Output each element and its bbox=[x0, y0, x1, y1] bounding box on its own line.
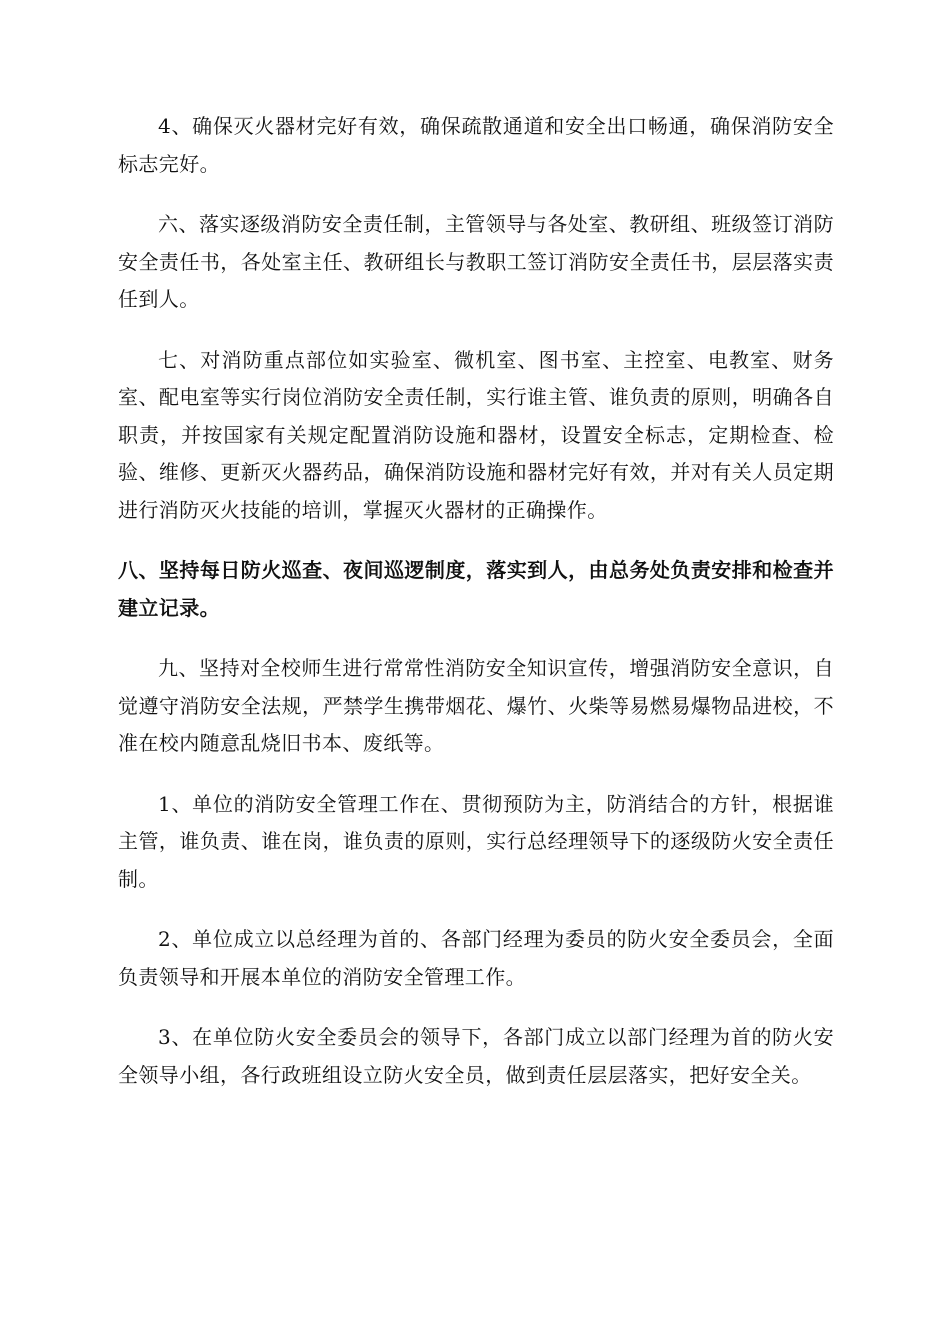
paragraph-section-7: 七、对消防重点部位如实验室、微机室、图书室、主控室、电教室、财务室、配电室等实行岗位消防安全责任制，实行谁主管、谁负责的原则，明确各自职责，并按国家有关规定配置消防设施和器材，设置安全标志，定期检查、检验、维修、更新灭火器药品，确保消防设施和器材完好有效，并对有关人员定期进行消防灭火技能的培训，掌握灭火器材的正确操作。 bbox=[118, 347, 834, 522]
paragraph-item-1: 1、单位的消防安全管理工作在、贯彻预防为主，防消结合的方针，根据谁主管，谁负责、谁在岗，谁负责的原则，实行总经理领导下的逐级防火安全责任制。 bbox=[118, 791, 834, 891]
paragraph-item-2: 2、单位成立以总经理为首的、各部门经理为委员的防火安全委员会，全面负责领导和开展本单位的消防安全管理工作。 bbox=[118, 927, 834, 989]
paragraph-item-3: 3、在单位防火安全委员会的领导下，各部门成立以部门经理为首的防火安全领导小组，各行政班组设立防火安全员，做到责任层层落实，把好安全关。 bbox=[118, 1025, 834, 1087]
paragraph-section-9: 九、坚持对全校师生进行常常性消防安全知识宣传，增强消防安全意识，自觉遵守消防安全法规，严禁学生携带烟花、爆竹、火柴等易燃易爆物品进校，不准在校内随意乱烧旧书本、废纸等。 bbox=[118, 656, 834, 755]
paragraph-section-6: 六、落实逐级消防安全责任制，主管领导与各处室、教研组、班级签订消防安全责任书，各处室主任、教研组长与教职工签订消防安全责任书，层层落实责任到人。 bbox=[118, 212, 834, 311]
paragraph-item-4: 4、确保灭火器材完好有效，确保疏散通道和安全出口畅通，确保消防安全标志完好。 bbox=[118, 114, 834, 176]
paragraph-section-8-bold: 八、坚持每日防火巡查、夜间巡逻制度，落实到人，由总务处负责安排和检查并建立记录。 bbox=[118, 558, 834, 620]
document-body bbox=[118, 108, 834, 1117]
